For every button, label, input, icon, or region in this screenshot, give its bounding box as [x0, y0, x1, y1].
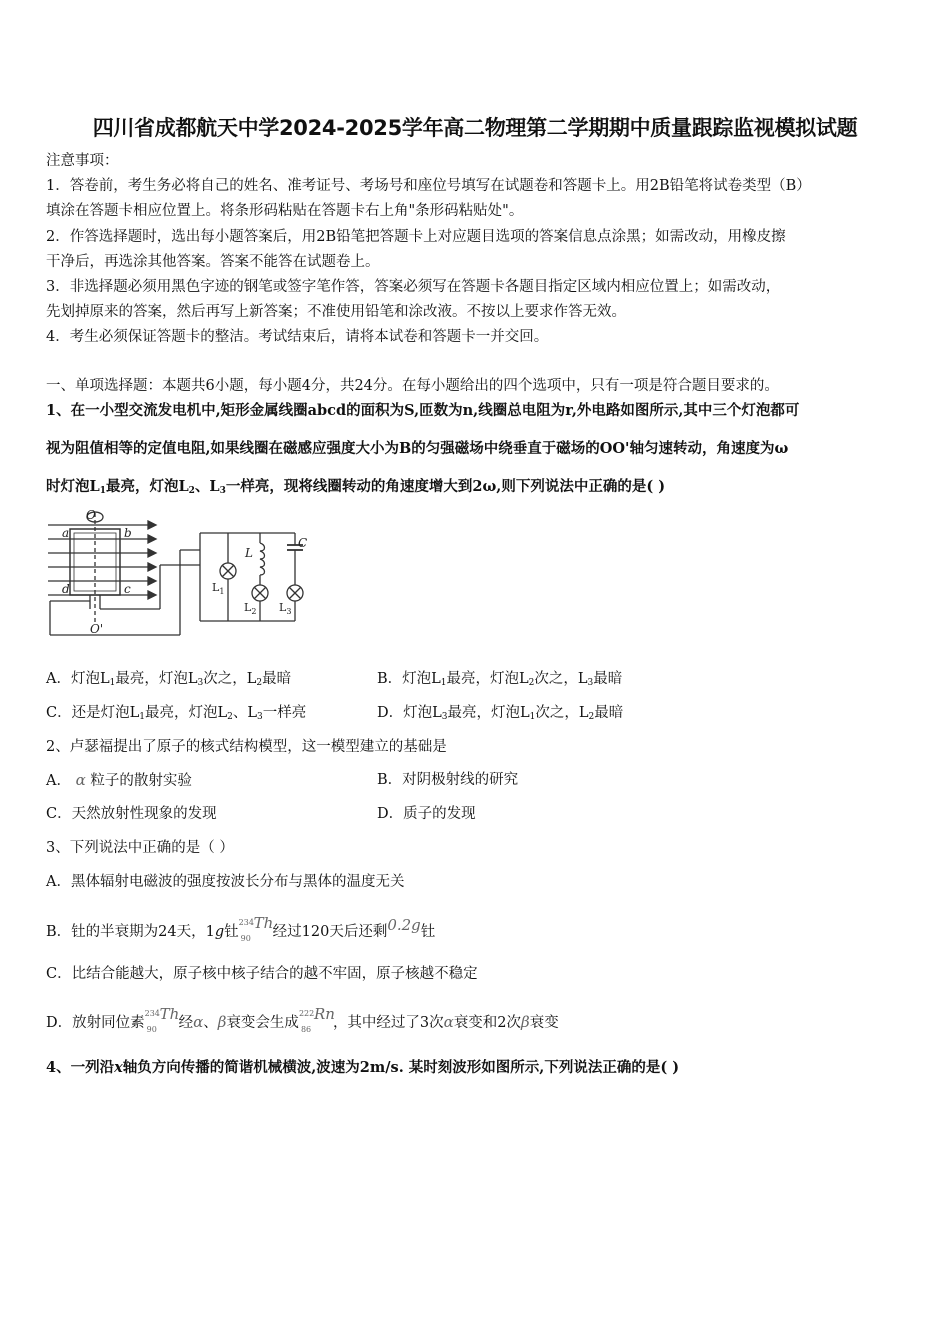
q3-option-b[interactable]: B．钍的半衰期为24天，1g钍 234 90 Th 经过120天后还剩0.2g钍 [46, 914, 436, 943]
notice-line: 2．作答选择题时，选出每小题答案后，用2B铅笔把答题卡上对应题目选项的答案信息点涂黑；如需改动，用橡皮擦 [46, 229, 786, 245]
notice-line: 4．考生必须保证答题卡的整洁。考试结束后，请将本试卷和答题卡一并交回。 [46, 329, 549, 345]
page-title: 四川省成都航天中学2024-2025学年高二物理第二学期期中质量跟踪监视模拟试题 [92, 116, 858, 140]
q1-stem-line: 1、在一小型交流发电机中,矩形金属线圈abcd的面积为S,匝数为n,线圈总电阻为r,外电路如图所示,其中三个灯泡都可 [46, 402, 800, 419]
q3-stem: 3、下列说法中正确的是（ ） [46, 840, 234, 856]
label-c: c [124, 582, 131, 596]
q1-stem-line: 时灯泡$L_1$最亮，灯泡$L_2$、$L_3$一样亮，现将线圈转动的角速度增大到2ω,则下列说法中正确的是( ) [46, 478, 666, 496]
radon-nuclide: 222 86 Rn [298, 1005, 335, 1034]
q2-option-c[interactable]: C．天然放射性现象的发现 [46, 806, 217, 822]
q3-option-d[interactable]: D．放射同位素 234 90 Th 经α、β衰变会生成 222 86 Rn ，其中经过了3次α衰变和2次β衰变 [46, 1005, 559, 1034]
label-O-prime: O' [90, 622, 104, 636]
notice-line: 先划掉原来的答案，然后再写上新答案；不准使用铅笔和涂改液。不按以上要求作答无效。 [46, 304, 626, 320]
label-capacitor: C [298, 536, 308, 550]
label-O: O [86, 508, 96, 522]
thorium-nuclide: 234 90 Th [238, 914, 274, 943]
notice-line: 干净后，再选涂其他答案。答案不能答在试题卷上。 [46, 254, 380, 270]
q2-option-a[interactable]: A． α 粒子的散射实验 [46, 771, 192, 789]
label-L2: $L_2$ [244, 601, 257, 616]
q1-option-d[interactable]: D．灯泡$L_3$最亮，灯泡$L_1$次之，$L_2$最暗 [377, 705, 624, 722]
section-heading: 一、单项选择题：本题共6小题，每小题4分，共24分。在每小题给出的四个选项中，只有一项是符合题目要求的。 [46, 378, 779, 394]
notice-line: 1．答卷前，考生务必将自己的姓名、准考证号、考场号和座位号填写在试题卷和答题卡上。用2B铅笔将试卷类型（B） [46, 178, 811, 194]
q1-circuit-figure [40, 505, 320, 645]
thorium-nuclide: 234 90 Th [144, 1005, 180, 1034]
q4-stem: 4、一列沿x轴负方向传播的简谐机械横波,波速为2m/s. 某时刻波形如图所示,下列说法正确的是( ) [46, 1059, 680, 1076]
label-b: b [124, 526, 132, 540]
q3-option-c[interactable]: C．比结合能越大，原子核中核子结合的越不牢固，原子核越不稳定 [46, 966, 478, 982]
notice-line: 3．非选择题必须用黑色字迹的钢笔或签字笔作答，答案必须写在答题卡各题目指定区域内相应位置上；如需改动， [46, 279, 781, 295]
q1-option-a[interactable]: A．灯泡$L_1$最亮，灯泡$L_3$次之，$L_2$最暗 [46, 671, 292, 688]
label-d: d [62, 582, 70, 596]
notice-line: 填涂在答题卡相应位置上。将条形码粘贴在答题卡右上角"条形码粘贴处"。 [46, 203, 524, 219]
q1-stem-line: 视为阻值相等的定值电阻,如果线圈在磁感应强度大小为B的匀强磁场中绕垂直于磁场的OO'轴匀速转动，角速度为ω [46, 440, 789, 457]
q1-option-c[interactable]: C．还是灯泡$L_1$最亮，灯泡$L_2$、$L_3$一样亮 [46, 705, 307, 722]
label-a: a [62, 526, 70, 540]
alpha-symbol: α [75, 771, 86, 789]
q2-stem: 2、卢瑟福提出了原子的核式结构模型，这一模型建立的基础是 [46, 739, 447, 755]
label-inductor: L [245, 546, 253, 560]
q2-option-d[interactable]: D．质子的发现 [377, 806, 476, 822]
label-L1: $L_1$ [212, 581, 225, 596]
q3-option-a[interactable]: A．黑体辐射电磁波的强度按波长分布与黑体的温度无关 [46, 874, 405, 890]
q1-option-b[interactable]: B．灯泡$L_1$最亮，灯泡$L_2$次之，$L_3$最暗 [377, 671, 623, 688]
q2-option-b[interactable]: B．对阴极射线的研究 [377, 772, 519, 788]
notice-heading: 注意事项： [46, 153, 119, 169]
label-L3: $L_3$ [279, 601, 292, 616]
